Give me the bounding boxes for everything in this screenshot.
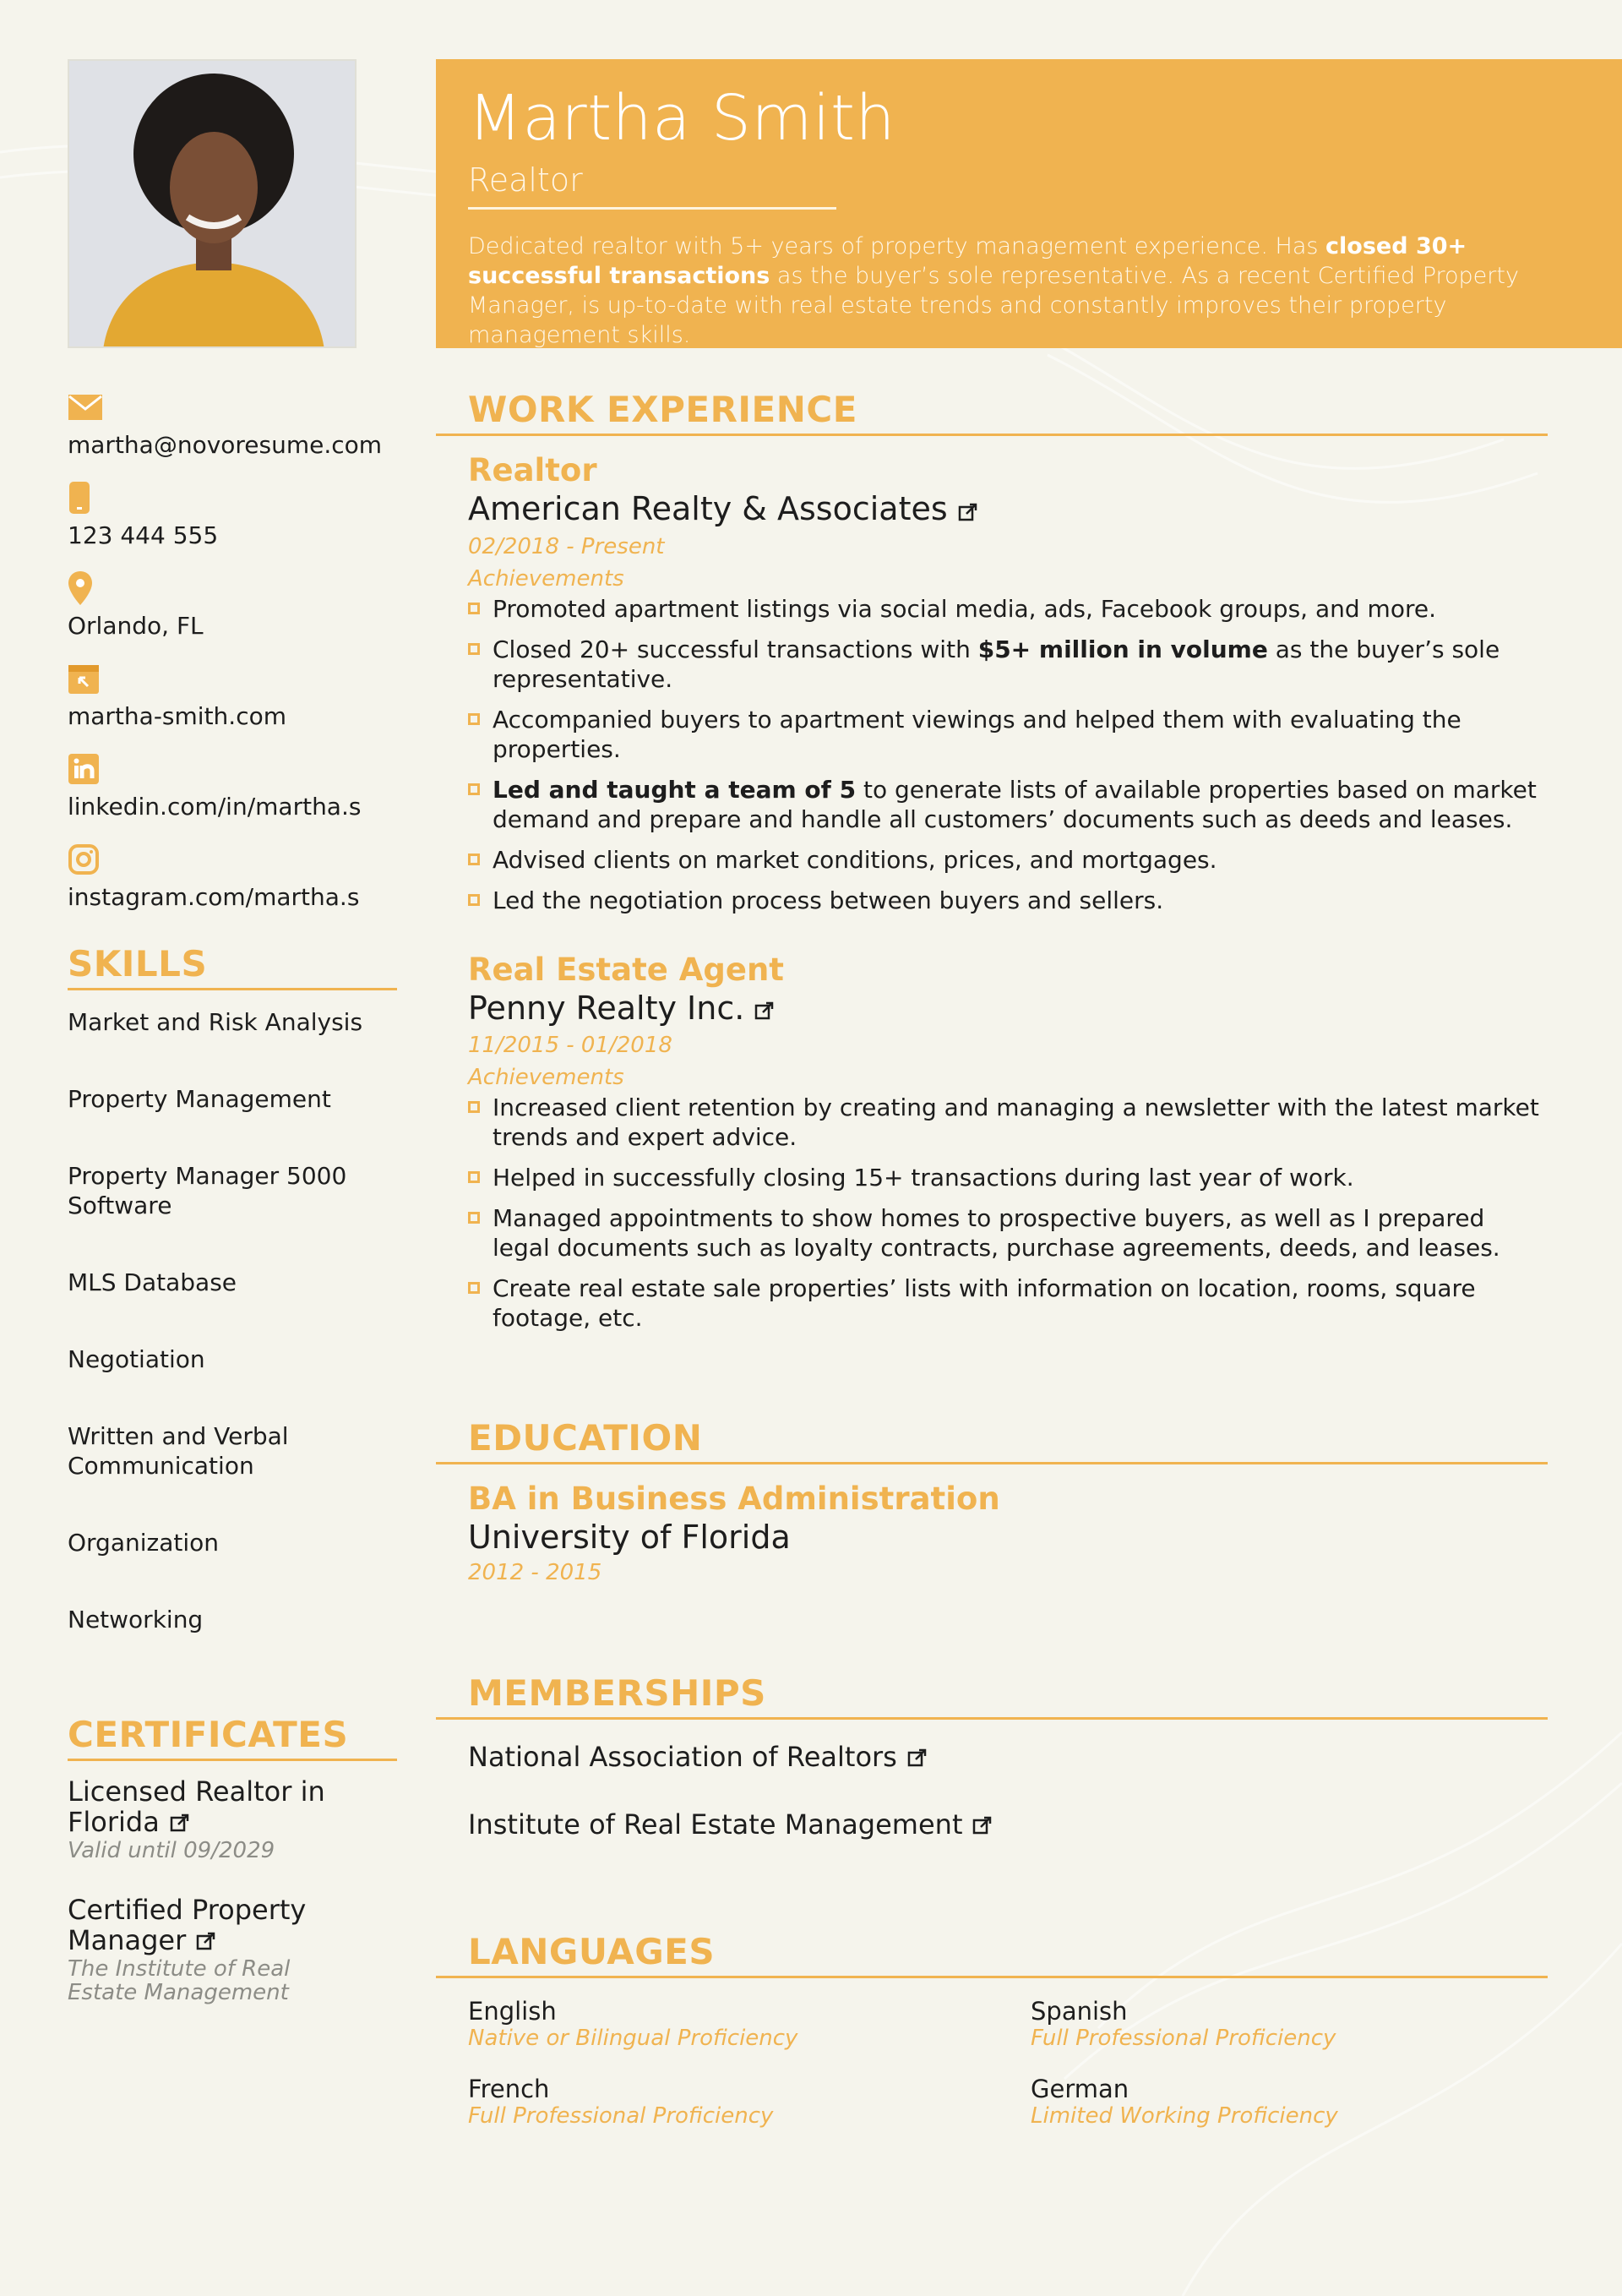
degree-title: BA in Business Administration — [468, 1481, 1000, 1517]
achievements-list — [468, 1093, 1548, 1333]
language-level: Full Professional Proficiency — [468, 2103, 774, 2129]
instagram-link[interactable]: instagram.com/martha.s — [68, 883, 360, 911]
contact-instagram — [68, 841, 397, 911]
external-link-icon[interactable] — [958, 493, 978, 530]
instagram-icon — [68, 841, 105, 878]
skills-list — [68, 1007, 397, 1634]
summary-text: Dedicated realtor with 5+ years of property management experience. Has — [468, 233, 1326, 260]
education-dates: 2012 - 2015 — [468, 1560, 602, 1585]
skill-item: Property Management — [68, 1085, 331, 1113]
skill-item: Market and Risk Analysis — [68, 1008, 363, 1036]
language-name: French — [468, 2075, 550, 2103]
language-item — [1031, 2075, 1538, 2129]
email-link[interactable]: martha@novoresume.com — [68, 431, 383, 459]
job-entry — [436, 451, 1548, 915]
languages-heading: LANGUAGES — [436, 1931, 1548, 1978]
skill-item: MLS Database — [68, 1268, 237, 1296]
list-item: Led and taught a team of 5 to generate lists of available properties based on market demand and prepare and handle all customers’ documents such as deeds and leases. — [468, 775, 1548, 834]
header-banner — [436, 59, 1622, 348]
company-name[interactable]: American Realty & Associates — [468, 490, 1548, 530]
job-title: Real Estate Agent — [468, 951, 784, 988]
language-item — [1031, 1997, 1538, 2051]
skills-heading: SKILLS — [68, 943, 397, 990]
avatar-illustration — [69, 61, 357, 348]
external-link-icon[interactable] — [907, 1742, 928, 1775]
job-title: Realtor — [468, 452, 597, 488]
work-experience-heading: WORK EXPERIENCE — [436, 389, 1548, 436]
memberships-list — [436, 1740, 1548, 1843]
candidate-name: Martha Smith — [468, 82, 895, 155]
languages-list — [436, 1997, 1548, 2129]
company-name[interactable]: Penny Realty Inc. — [468, 990, 1548, 1029]
certificate-item — [68, 1895, 397, 2004]
list-item: Advised clients on market conditions, prices, and mortgages. — [468, 845, 1548, 875]
contact-location — [68, 570, 397, 640]
location-text: Orlando, FL — [68, 612, 204, 640]
language-item — [468, 2075, 1031, 2129]
certificate-validity: Valid until 09/2029 — [68, 1838, 275, 1863]
school-name: University of Florida — [468, 1519, 791, 1556]
job-dates: 11/2015 - 01/2018 — [468, 1033, 672, 1058]
summary-highlight: closed 30+ successful transactions — [468, 233, 1467, 290]
job-entry — [436, 951, 1548, 1333]
certificates-heading: CERTIFICATES — [68, 1714, 397, 1761]
achievements-label: Achievements — [468, 565, 624, 592]
memberships-heading: MEMBERSHIPS — [436, 1672, 1548, 1720]
language-item — [468, 1997, 1031, 2051]
language-level: Limited Working Proficiency — [1031, 2103, 1338, 2129]
skill-item: Networking — [68, 1606, 204, 1633]
certificate-title[interactable]: Certified Property Manager — [68, 1894, 307, 1956]
list-item: Helped in successfully closing 15+ transactions during last year of work. — [468, 1163, 1548, 1192]
role-underline — [468, 207, 836, 210]
certificate-issuer: The Institute of Real Estate Management — [68, 1956, 291, 2005]
list-item: Increased client retention by creating and managing a newsletter with the latest market trends and expert advice. — [468, 1093, 1548, 1152]
sidebar — [68, 389, 397, 2004]
linkedin-link[interactable]: linkedin.com/in/martha.s — [68, 793, 362, 821]
skill-item: Organization — [68, 1529, 220, 1557]
language-level: Native or Bilingual Proficiency — [468, 2026, 798, 2051]
linkedin-icon — [68, 750, 105, 788]
main-content — [436, 389, 1548, 2129]
location-pin-icon — [68, 570, 105, 607]
external-link-icon[interactable] — [754, 991, 775, 1028]
language-name: German — [1031, 2075, 1129, 2103]
phone-icon — [68, 479, 105, 516]
list-item: Create real estate sale properties’ lists with information on location, rooms, square footage, etc. — [468, 1273, 1548, 1333]
list-item: Managed appointments to show homes to prospective buyers, as well as I prepared legal documents such as loyalty contracts, purchase agreements, deeds, and leases. — [468, 1203, 1548, 1263]
language-name: English — [468, 1997, 557, 2026]
certificate-item — [68, 1776, 397, 1862]
list-item: Led the negotiation process between buyers and sellers. — [468, 886, 1548, 915]
contact-linkedin — [68, 750, 397, 821]
language-level: Full Professional Proficiency — [1031, 2026, 1336, 2051]
profile-photo — [68, 59, 357, 348]
achievements-list — [468, 594, 1548, 915]
contact-website — [68, 660, 397, 730]
membership-item[interactable]: Institute of Real Estate Management — [468, 1808, 1548, 1843]
external-link-icon[interactable] — [972, 1809, 993, 1843]
website-link[interactable]: martha-smith.com — [68, 702, 286, 730]
external-link-icon[interactable] — [196, 1927, 216, 1957]
contact-phone — [68, 479, 397, 549]
certificate-title[interactable]: Licensed Realtor in Florida — [68, 1775, 325, 1838]
envelope-icon — [68, 389, 105, 426]
job-dates: 02/2018 - Present — [468, 533, 665, 559]
skill-item: Written and Verbal Communication — [68, 1422, 289, 1480]
phone-number: 123 444 555 — [68, 521, 219, 549]
website-icon — [68, 660, 105, 697]
contact-email — [68, 389, 397, 459]
skill-item: Property Manager 5000 Software — [68, 1162, 347, 1219]
list-item: Promoted apartment listings via social media, ads, Facebook groups, and more. — [468, 594, 1548, 624]
external-link-icon[interactable] — [170, 1808, 190, 1839]
membership-item[interactable]: National Association of Realtors — [468, 1740, 1548, 1775]
skill-item: Negotiation — [68, 1345, 205, 1373]
achievements-label: Achievements — [468, 1065, 624, 1090]
education-entry — [436, 1480, 1548, 1590]
summary — [468, 232, 1549, 350]
list-item: Accompanied buyers to apartment viewings and helped them with evaluating the properties. — [468, 705, 1548, 764]
candidate-role: Realtor — [468, 161, 583, 199]
education-heading: EDUCATION — [436, 1417, 1548, 1464]
list-item: Closed 20+ successful transactions with $5+ million in volume as the buyer’s sole representative. — [468, 635, 1548, 694]
summary-text-end: as the buyer’s sole representative. As a recent Certified Property Manager, is up-to-date with real estate trends and constantly improves their property management skills. — [468, 263, 1519, 349]
language-name: Spanish — [1031, 1997, 1128, 2026]
